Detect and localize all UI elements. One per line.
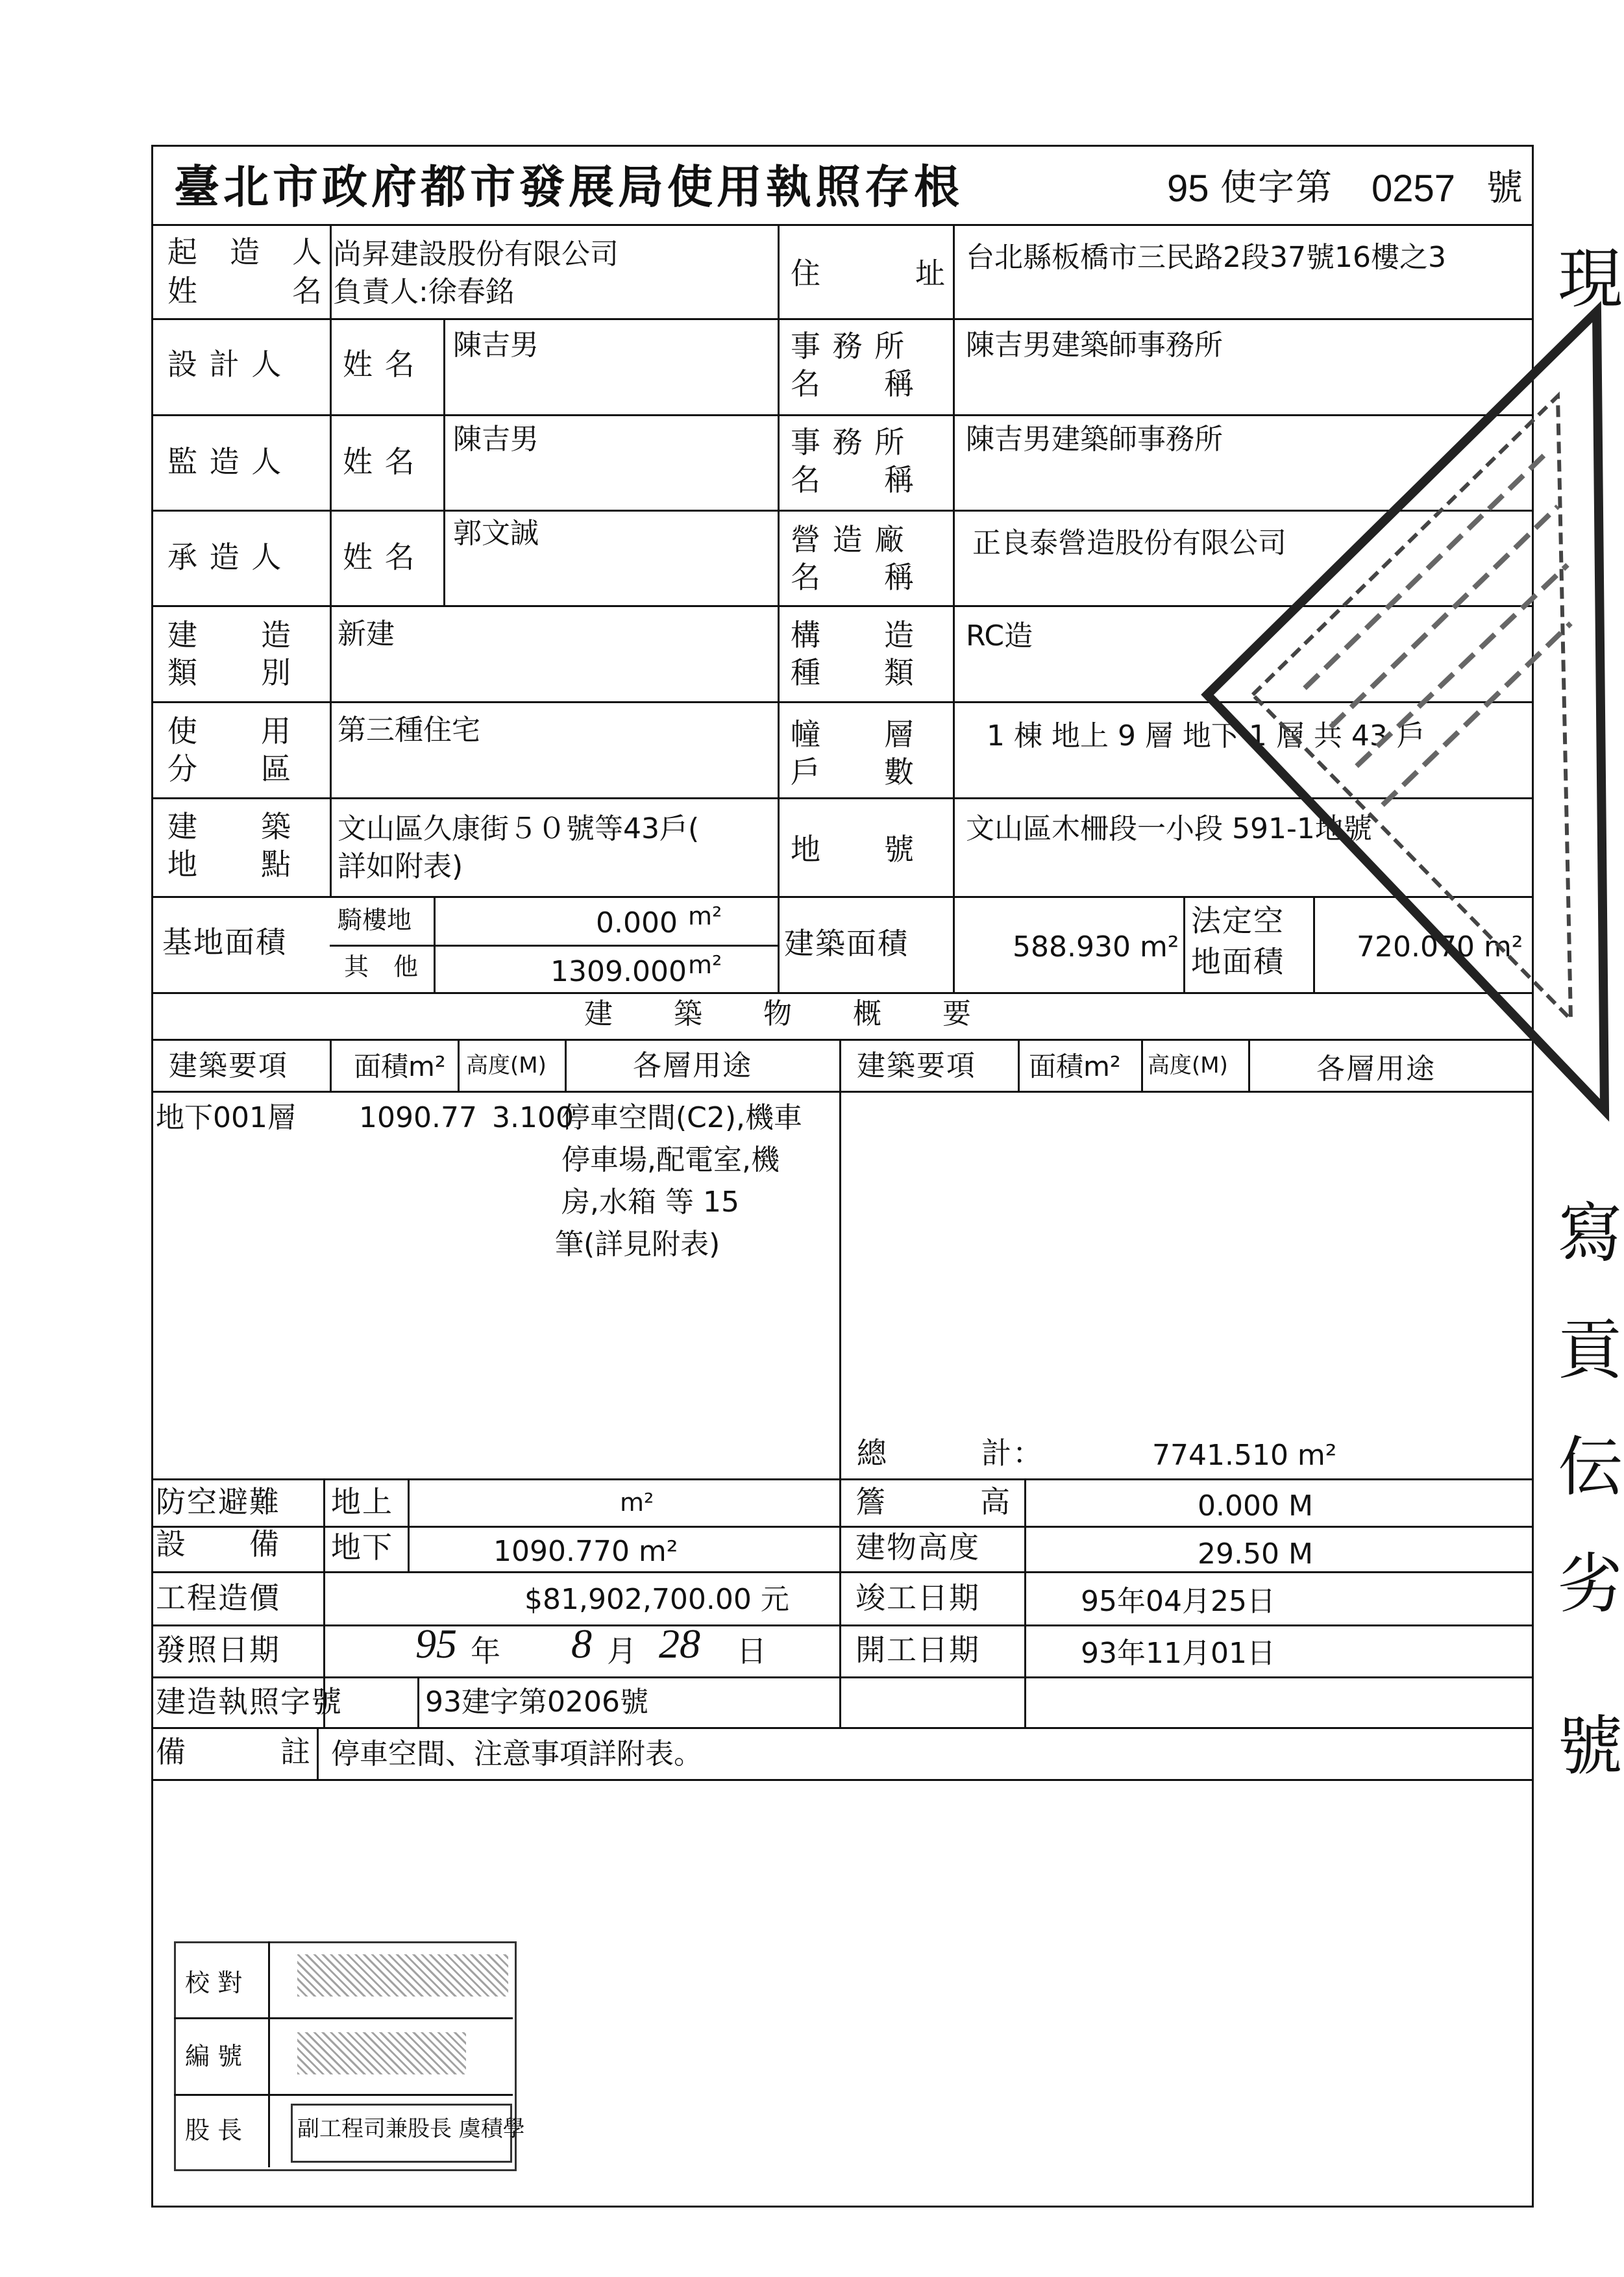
designer-office: 陳吉男建築師事務所 — [966, 329, 1223, 362]
build-area-label: 建築面積 — [784, 926, 909, 961]
chief-label: 股 長 — [185, 2116, 243, 2145]
col-line — [839, 1039, 841, 1727]
cost-label: 工程造價 — [156, 1580, 280, 1615]
col-header: 面積m² — [1029, 1051, 1121, 1082]
builder-label: 名 稱 — [791, 560, 915, 595]
col-header: 建築要項 — [857, 1049, 976, 1082]
col-header: 面積m² — [354, 1051, 446, 1082]
col-line — [1141, 1039, 1143, 1091]
chief-stamp-text: 副工程司兼股長 虞積學 — [297, 2116, 525, 2142]
floor-use: 停車場,配電室,機 — [561, 1143, 780, 1176]
col-line — [1018, 1039, 1020, 1091]
office-label: 名 稱 — [791, 462, 915, 497]
cost-value: $81,902,700.00 元 — [524, 1583, 789, 1616]
contractor-company: 正良泰營造股份有限公司 — [972, 527, 1286, 560]
area-unit: m² — [688, 951, 722, 979]
row-line — [151, 1478, 1534, 1480]
zoning-value: 第三種住宅 — [338, 714, 480, 747]
builder-label: 營 造 廠 — [791, 522, 906, 557]
col-line — [1024, 1478, 1026, 1727]
completion-date: 95年04月25日 — [1081, 1585, 1275, 1618]
floor-height: 3.100 — [492, 1101, 574, 1134]
build-type: 新建 — [338, 617, 395, 651]
owner-label: 起 造 人 — [167, 234, 323, 269]
col-line — [408, 1478, 410, 1571]
office-label: 事 務 所 — [791, 329, 906, 364]
permit-suffix: 號 — [1486, 167, 1524, 209]
shelter-label: 設 備 — [156, 1526, 280, 1562]
floor-use: 房,水箱 等 15 — [561, 1186, 739, 1219]
building-height: 29.50 M — [1198, 1537, 1313, 1571]
location-line1: 文山區久康街５０號等43戶( — [338, 812, 700, 845]
row-line — [330, 945, 778, 947]
other-area-label: 其 他 — [344, 952, 419, 981]
building-height-label: 建物高度 — [855, 1530, 980, 1565]
build-type-label: 類 別 — [167, 655, 292, 690]
owner-label: 姓 名 — [167, 273, 323, 308]
side-char: 伝 — [1558, 1429, 1624, 1505]
row-line — [151, 224, 1534, 226]
issue-day-unit: 日 — [737, 1634, 768, 1669]
open-area-label: 地面積 — [1191, 944, 1285, 979]
start-date: 93年11月01日 — [1081, 1637, 1275, 1670]
owner-rep: 負責人:徐春銘 — [333, 275, 514, 308]
build-type-label: 建 造 — [167, 617, 292, 653]
contractor-name: 郭文誠 — [453, 517, 539, 550]
eave-height: 0.000 M — [1198, 1489, 1313, 1523]
owner-address: 台北縣板橋市三民路2段37號16樓之3 — [966, 241, 1446, 274]
open-area: 720.070 m² — [1357, 930, 1523, 964]
address-label: 住 址 — [791, 256, 946, 291]
below-ground-area: 1090.770 m² — [493, 1535, 678, 1568]
lot-value: 文山區木柵段一小段 591-1地號 — [966, 812, 1372, 845]
issue-month-unit: 月 — [607, 1634, 638, 1669]
above-ground-area: m² — [620, 1488, 654, 1517]
check-stamp — [297, 1954, 508, 1997]
row-line — [174, 2094, 513, 2096]
summary-title: 建 築 物 概 要 — [584, 997, 972, 1030]
row-line — [151, 1526, 1534, 1528]
side-char: 貢 — [1558, 1312, 1624, 1388]
col-line — [778, 224, 780, 992]
zoning-label: 分 區 — [167, 751, 292, 786]
row-line — [174, 2017, 513, 2019]
col-line — [458, 1039, 460, 1091]
issue-day: 28 — [659, 1621, 700, 1667]
permit-type: 使字第 — [1220, 167, 1333, 209]
col-header: 建築要項 — [169, 1049, 288, 1082]
location-line2: 詳如附表) — [338, 850, 463, 883]
col-header: 高度(M) — [1148, 1052, 1228, 1078]
arcade-label: 騎樓地 — [338, 906, 412, 934]
location-label: 建 築 — [167, 809, 292, 844]
structure-label: 構 造 — [791, 617, 915, 653]
open-area-label: 法定空 — [1191, 903, 1285, 938]
col-line — [268, 1941, 270, 2167]
designer-name: 陳吉男 — [453, 329, 539, 362]
supervisor-name-label: 姓 名 — [343, 444, 416, 479]
office-label: 名 稱 — [791, 366, 915, 401]
owner-name: 尚昇建設股份有限公司 — [333, 238, 619, 271]
issue-date-label: 發照日期 — [156, 1632, 280, 1667]
col-line — [565, 1039, 567, 1091]
issue-year: 95 — [415, 1621, 457, 1667]
issue-year-unit: 年 — [471, 1634, 502, 1669]
total-area: 7741.510 m² — [1152, 1439, 1337, 1472]
total-label: 總 計： — [857, 1436, 1044, 1471]
floor-use: 停車空間(C2),機車 — [561, 1101, 803, 1134]
row-line — [151, 1676, 1534, 1678]
check-label: 校 對 — [185, 1969, 243, 1997]
remark-label: 備 註 — [156, 1734, 312, 1769]
lot-label: 地 號 — [791, 832, 915, 867]
remark-value: 停車空間、注意事項詳附表。 — [331, 1737, 702, 1771]
eave-label: 簷 高 — [855, 1484, 1011, 1519]
site-area-label: 基地面積 — [162, 925, 287, 960]
side-char: 號 — [1558, 1708, 1624, 1784]
structure-label: 種 類 — [791, 655, 915, 690]
permit-number: 0257 — [1372, 168, 1456, 210]
zoning-label: 使 用 — [167, 714, 292, 749]
floors-label: 幢 層 — [791, 717, 915, 752]
permit-year: 95 — [1167, 168, 1209, 210]
floor-area: 1090.77 — [359, 1101, 477, 1134]
start-date-label: 開工日期 — [855, 1632, 980, 1667]
office-label: 事 務 所 — [791, 425, 906, 460]
build-area: 588.930 m² — [1013, 930, 1179, 964]
supervisor-label: 監 造 人 — [167, 444, 283, 479]
below-ground-label: 地下 — [331, 1530, 393, 1565]
designer-name-label: 姓 名 — [343, 347, 416, 382]
col-line — [443, 318, 445, 605]
contractor-name-label: 姓 名 — [343, 540, 416, 575]
col-line — [434, 896, 436, 992]
permit-value: 93建字第0206號 — [425, 1686, 648, 1719]
col-header: 各層用途 — [1316, 1052, 1436, 1086]
row-line — [151, 1624, 1534, 1626]
issue-month: 8 — [571, 1621, 592, 1667]
above-ground-label: 地上 — [331, 1484, 393, 1519]
designer-label: 設 計 人 — [167, 347, 283, 382]
floor-item: 地下001層 — [156, 1101, 296, 1134]
col-line — [330, 1039, 332, 1091]
completion-label: 竣工日期 — [855, 1580, 980, 1615]
other-area: 1309.000 — [550, 955, 687, 988]
col-line — [330, 224, 332, 896]
contractor-label: 承 造 人 — [167, 540, 283, 575]
shelter-label: 防空避難 — [156, 1484, 280, 1519]
area-unit: m² — [688, 902, 722, 930]
col-line — [317, 1727, 319, 1779]
col-header: 各層用途 — [633, 1049, 752, 1082]
col-line — [1183, 896, 1185, 992]
floor-use: 筆(詳見附表) — [555, 1228, 720, 1261]
side-char: 現 — [1558, 241, 1624, 317]
code-stamp — [297, 2032, 466, 2074]
permit-label: 建造執照字號 — [156, 1684, 343, 1719]
floors-label: 戶 數 — [791, 754, 915, 790]
code-label: 編 號 — [185, 2042, 243, 2071]
structure-type: RC造 — [966, 619, 1033, 653]
col-header: 高度(M) — [466, 1052, 547, 1078]
page-title: 臺北市政府都市發展局使用執照存根 — [174, 160, 963, 214]
row-line — [151, 1779, 1534, 1781]
arcade-area: 0.000 — [596, 906, 678, 939]
col-line — [417, 1676, 419, 1727]
side-char: 劣 — [1558, 1546, 1624, 1622]
floors-value: 1 棟 地上 9 層 地下 1 層 共 43 戶 — [987, 719, 1425, 753]
location-label: 地 點 — [167, 847, 292, 882]
supervisor-office: 陳吉男建築師事務所 — [966, 423, 1223, 456]
side-char: 寫 — [1558, 1195, 1624, 1271]
row-line — [151, 1571, 1534, 1573]
col-line — [953, 224, 955, 992]
row-line — [151, 1727, 1534, 1729]
supervisor-name: 陳吉男 — [453, 423, 539, 456]
seal-stamp — [1207, 273, 1605, 1117]
